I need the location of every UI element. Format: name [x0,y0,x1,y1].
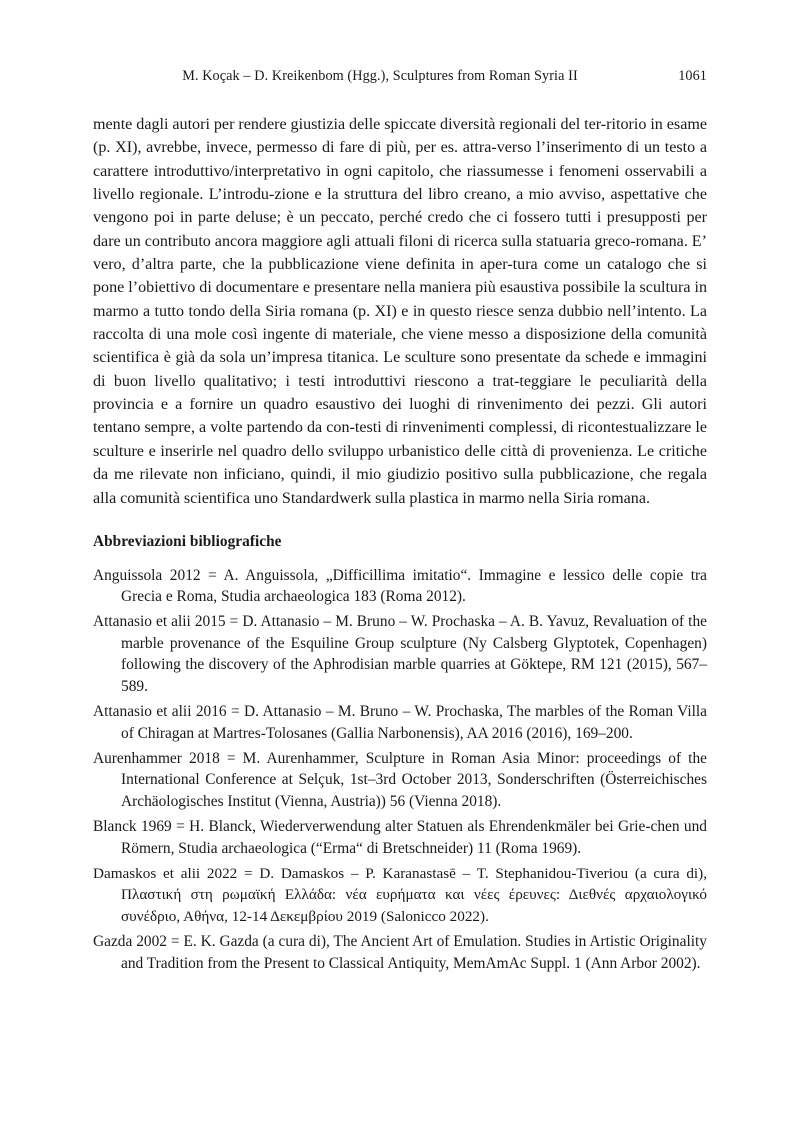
bibliography-entry: Anguissola 2012 = A. Anguissola, „Difficillima imitatio“. Immagine e lessico delle copie tra Grecia e Roma, Studia archaeologica 183 (Roma 2012). [93,566,707,606]
body-paragraph: mente dagli autori per rendere giustizia delle spiccate diversità regionali del ter-ritorio in esame (p. XI), avrebbe, invece, permesso di fare di più, per es. attra-verso l’inserimento di un testo a carattere introduttivo/interpretativo in ogni capitolo, che riassumesse i fenomeni osservabili a livello regionale. L’introdu-zione e la struttura del libro creano, a mio avviso, aspettative che vengono poi in parte deluse; è un peccato, perché credo che ci fossero tutti i presupposti per dare un contributo ancora maggiore agli attuali filoni di ricerca sulla statuaria greco-romana. E’ vero, d’altra parte, che la pubblicazione viene definita in aper-tura come un catalogo che si pone l’obiettivo di documentare e presentare nella maniera più esaustiva possibile la scultura in marmo a tutto tondo della Siria romana (p. XI) e in questo riesce senza dubbio nell’intento. La raccolta di una mole così ingente di materiale, che viene messo a disposizione della comunità scientifica è già da sola un’impresa titanica. Le sculture sono presentate da schede e immagini di buon livello qualitativo; i testi introduttivi riescono a trat-teggiare le peculiarità della provincia e a fornire un quadro esaustivo dei luoghi di rinvenimento dei pezzi. Gli autori tentano sempre, a volte partendo da con-testi di rinvenimenti complessi, di ricontestualizzare le sculture e inserirle nel quadro dello sviluppo urbanistico delle città di provenienza. Le critiche da me rilevate non inficiano, quindi, il mio giudizio positivo sulla pubblicazione, che regala alla comunità scientifica uno Standardwerk sulla plastica in marmo nella Siria romana. [93,116,707,507]
bibliography-list [93,565,707,975]
bibliography-entry: Blanck 1969 = H. Blanck, Wiederverwendung alter Statuen als Ehrendenkmäler bei Grie-chen und Römern, Studia archaeologica (“Erma“ di Bretschneider) 11 (Roma 1969). [93,818,707,857]
running-head-title: M. Koçak – D. Kreikenbom (Hgg.), Sculptures from Roman Syria II [182,68,578,84]
bibliography-entry: Damaskos et alii 2022 = D. Damaskos – P. Karanastasē – T. Stephanidou-Tiveriou (a cura di), Πλαστική στη ρωμαϊκή Ελλάδα: νέα ευρήματα και νέες έρευνες: Διεθνές αρχαιολογικό συνέδριο, Αθήνα, 12-14 Δεκεμβρίου 2019 (Salonicco 2022). [93,864,707,925]
bibliography-entry: Gazda 2002 = E. K. Gazda (a cura di), The Ancient Art of Emulation. Studies in Artistic Originality and Tradition from the Present to Classical Antiquity, MemAmAc Suppl. 1 (Ann Arbor 2002). [93,933,707,972]
bibliography-entry: Attanasio et alii 2015 = D. Attanasio – M. Bruno – W. Prochaska – A. B. Yavuz, Revaluation of the marble provenance of the Esquiline Group sculpture (Ny Calsberg Glyptotek, Copenhagen) following the discovery of the Aphrodisian marble quarries at Göktepe, RM 121 (2015), 567–589. [93,613,707,695]
bibliography-entry: Aurenhammer 2018 = M. Aurenhammer, Sculpture in Roman Asia Minor: proceedings of the International Conference at Selçuk, 1st–3rd October 2013, Sonderschriften (Österreichisches Archäologisches Institut (Vienna, Austria)) 56 (Vienna 2018). [93,749,707,810]
page-number: 1061 [678,68,707,84]
bibliography-entry: Attanasio et alii 2016 = D. Attanasio – M. Bruno – W. Prochaska, The marbles of the Roman Villa of Chiragan at Martres-Tolosanes (Gallia Narbonensis), AA 2016 (2016), 169–200. [93,703,707,742]
bibliography-heading: Abbreviazioni bibliografiche [93,532,282,550]
running-head [93,68,707,88]
page-content [93,0,707,974]
